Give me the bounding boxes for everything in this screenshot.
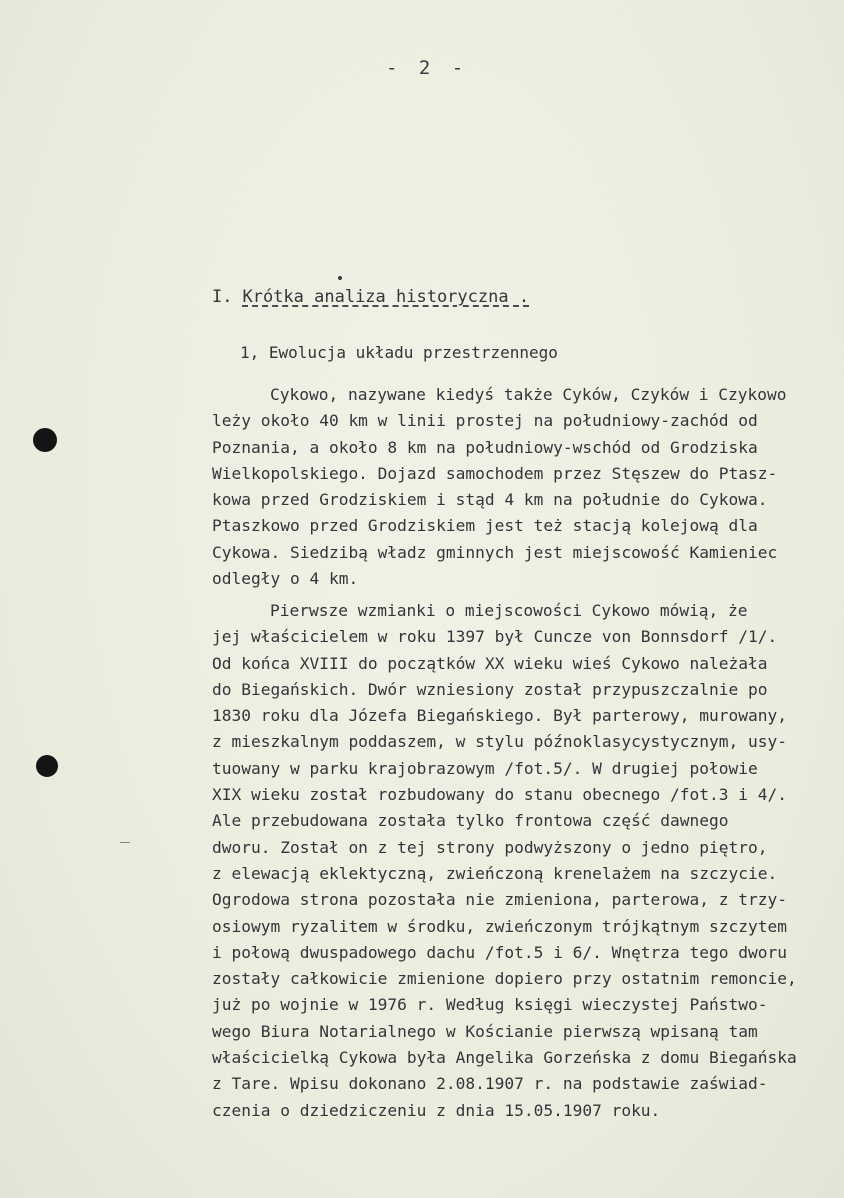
margin-mark <box>120 842 130 843</box>
paragraph-line: 1830 roku dla Józefa Biegańskiego. Był parterowy, murowany, <box>212 706 787 726</box>
punch-hole-top <box>33 428 57 452</box>
paragraph-line: kowa przed Grodziskiem i stąd 4 km na południe do Cykowa. <box>212 490 768 510</box>
paragraph-line: właścicielką Cykowa była Angelika Gorzeńska z domu Biegańska <box>212 1048 797 1068</box>
paragraph-line: i połową dwuspadowego dachu /fot.5 i 6/. Wnętrza tego dworu <box>212 942 787 962</box>
paragraph-line: Ptaszkowo przed Grodziskiem jest też stacją kolejową dla <box>212 516 758 536</box>
paragraph-line: wego Biura Notarialnego w Kościanie pierwszą wpisaną tam <box>212 1021 758 1041</box>
page-number: - 2 - <box>386 57 469 79</box>
paragraph-line: zostały całkowicie zmienione dopiero przy ostatnim remoncie, <box>212 969 797 989</box>
paragraph-line: z elewacją eklektyczną, zwieńczoną krenelażem na szczycie. <box>212 863 778 883</box>
ink-dot <box>338 276 342 280</box>
paragraph-line: Poznania, a około 8 km na południowy-wschód od Grodziska <box>212 437 758 457</box>
paragraph-line: XIX wieku został rozbudowany do stanu obecnego /fot.3 i 4/. <box>212 785 787 805</box>
paragraph-line: Pierwsze wzmianki o miejscowości Cykowo mówią, że <box>270 601 748 620</box>
paragraph-line: tuowany w parku krajobrazowym /fot.5/. W drugiej połowie <box>212 758 758 778</box>
paragraph-line: osiowym ryzalitem w środku, zwieńczonym trójkątnym szczytem <box>212 916 787 936</box>
paragraph-line: dworu. Został on z tej strony podwyższony o jedno piętro, <box>212 837 768 857</box>
paragraph-line: Cykowa. Siedzibą władz gminnych jest miejscowość Kamieniec <box>212 542 778 562</box>
section-heading <box>212 287 529 307</box>
paragraph-line: leży około 40 km w linii prostej na południowy-zachód od <box>212 411 758 431</box>
paragraph-line: do Biegańskich. Dwór wzniesiony został przypuszczalnie po <box>212 679 768 699</box>
punch-hole-bottom <box>36 755 58 777</box>
paragraph-2 <box>212 598 832 1124</box>
section-title: Krótka analiza historyczna . <box>242 287 530 307</box>
paragraph-line: z mieszkalnym poddaszem, w stylu późnoklasycystycznym, usy- <box>212 732 787 752</box>
paragraph-1 <box>212 382 832 592</box>
paragraph-line: czenia o dziedziczeniu z dnia 15.05.1907 roku. <box>212 1100 661 1120</box>
paragraph-line: Wielkopolskiego. Dojazd samochodem przez Stęszew do Ptasz- <box>212 463 778 483</box>
paragraph-line: Ale przebudowana została tylko frontowa część dawnego <box>212 811 729 831</box>
paragraph-line: Cykowo, nazywane kiedyś także Cyków, Czyków i Czykowo <box>270 385 787 404</box>
subsection-heading: 1, Ewolucja układu przestrzennego <box>240 343 558 362</box>
section-number: I. <box>212 287 233 307</box>
paragraph-line: z Tare. Wpisu dokonano 2.08.1907 r. na podstawie zaświad- <box>212 1074 768 1094</box>
paragraph-line: już po wojnie w 1976 r. Według księgi wieczystej Państwo- <box>212 995 768 1015</box>
paragraph-line: jej właścicielem w roku 1397 był Cuncze von Bonnsdorf /1/. <box>212 627 778 647</box>
paragraph-line: odległy o 4 km. <box>212 569 359 589</box>
paragraph-line: Od końca XVIII do początków XX wieku wieś Cykowo należała <box>212 653 768 673</box>
paragraph-line: Ogrodowa strona pozostała nie zmieniona, parterowa, z trzy- <box>212 890 787 910</box>
